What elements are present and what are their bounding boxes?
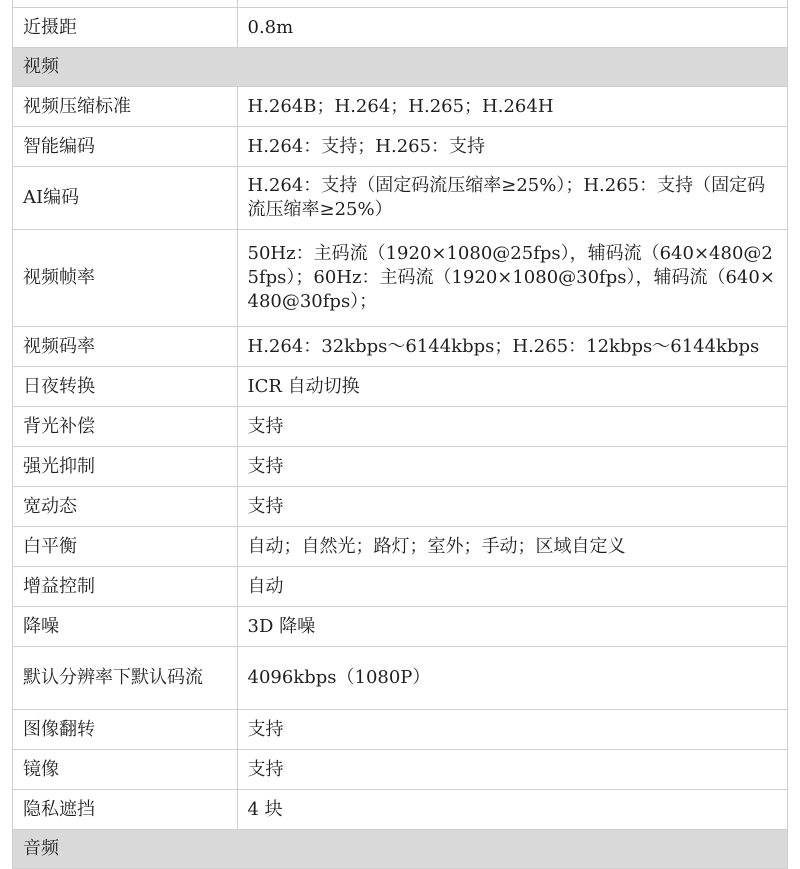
spec-row: [13, 0, 788, 8]
spec-row: [13, 327, 788, 367]
spec-row: [13, 447, 788, 487]
spec-label: 增益控制: [13, 567, 238, 607]
spec-label: 降噪: [13, 607, 238, 647]
spec-row: [13, 647, 788, 710]
spec-row: [13, 790, 788, 830]
spec-value: 自动；自然光；路灯；室外；手动；区域自定义: [237, 527, 788, 567]
spec-value: H.264B；H.264；H.265；H.264H: [237, 87, 788, 127]
spec-value: [237, 0, 788, 8]
spec-row: [13, 607, 788, 647]
spec-label: 视频码率: [13, 327, 238, 367]
spec-row: [13, 527, 788, 567]
spec-value: H.264：支持（固定码流压缩率≥25%）；H.265：支持（固定码流压缩率≥25%）: [237, 167, 788, 230]
spec-label: 图像翻转: [13, 710, 238, 750]
spec-label: 隐私遮挡: [13, 790, 238, 830]
spec-label: 日夜转换: [13, 367, 238, 407]
spec-row: [13, 567, 788, 607]
spec-label: 默认分辨率下默认码流: [13, 647, 238, 710]
spec-row: [13, 367, 788, 407]
spec-label: 近摄距: [13, 8, 238, 48]
spec-value: 支持: [237, 750, 788, 790]
spec-label: 白平衡: [13, 527, 238, 567]
spec-value: 支持: [237, 447, 788, 487]
spec-row: [13, 167, 788, 230]
section-header-row: [13, 48, 788, 87]
spec-label: 背光补偿: [13, 407, 238, 447]
spec-value: 支持: [237, 407, 788, 447]
section-header-row: [13, 830, 788, 869]
spec-table: [12, 0, 788, 869]
spec-value: 0.8m: [237, 8, 788, 48]
spec-label: 镜像: [13, 750, 238, 790]
spec-value: H.264：32kbps～6144kbps；H.265：12kbps～6144kbps: [237, 327, 788, 367]
spec-value: 自动: [237, 567, 788, 607]
section-title: 音频: [13, 830, 788, 869]
spec-value: 4 块: [237, 790, 788, 830]
spec-row: [13, 710, 788, 750]
spec-row: [13, 8, 788, 48]
spec-label: [13, 0, 238, 8]
spec-value: 支持: [237, 710, 788, 750]
spec-table-body: [13, 0, 788, 869]
spec-value: 4096kbps（1080P）: [237, 647, 788, 710]
spec-row: [13, 87, 788, 127]
spec-row: [13, 230, 788, 327]
spec-value: ICR 自动切换: [237, 367, 788, 407]
spec-label: AI编码: [13, 167, 238, 230]
spec-row: [13, 407, 788, 447]
spec-value: H.264：支持；H.265：支持: [237, 127, 788, 167]
spec-label: 视频压缩标准: [13, 87, 238, 127]
spec-label: 视频帧率: [13, 230, 238, 327]
spec-value: 50Hz：主码流（1920×1080@25fps），辅码流（640×480@25fps）；60Hz：主码流（1920×1080@30fps），辅码流（640×480@30fps）；: [237, 230, 788, 327]
spec-value: 3D 降噪: [237, 607, 788, 647]
spec-label: 强光抑制: [13, 447, 238, 487]
spec-label: 智能编码: [13, 127, 238, 167]
spec-label: 宽动态: [13, 487, 238, 527]
section-title: 视频: [13, 48, 788, 87]
spec-value: 支持: [237, 487, 788, 527]
spec-row: [13, 487, 788, 527]
spec-row: [13, 750, 788, 790]
spec-row: [13, 127, 788, 167]
